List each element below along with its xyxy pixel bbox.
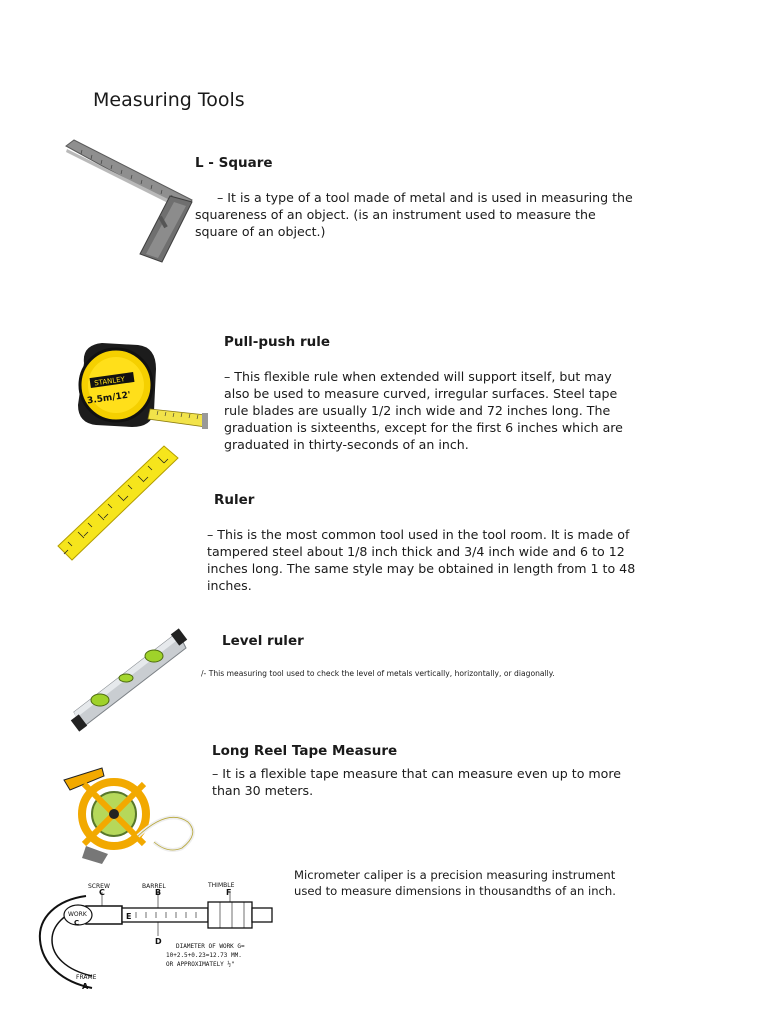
micrometer-screw-label: SCREW [88, 883, 110, 890]
micrometer-barrel-letter: B [155, 888, 162, 897]
micrometer-d-letter: D [155, 937, 162, 946]
ruler-heading: Ruler [214, 492, 255, 508]
micrometer-frame-letter: A [82, 982, 89, 991]
micrometer-formula-line3: OR APPROXIMATELY ½" [166, 961, 235, 968]
ruler-image [54, 446, 182, 564]
pull-push-text: – This flexible rule when extended will support itself, but may also be used to measure curved, irregular surfaces. Steel tape rule blades are usually 1/2 inch wide and 72 inches long. The graduation is sixteenths, except for the first 6 inches which are graduated in thirty-seconds of an inch. [224, 369, 623, 452]
micrometer-work-label: WORK [68, 911, 87, 918]
l-square-text: – It is a type of a tool made of metal and is used in measuring the squareness of an object. (is an instrument used to measure the square of an object.) [195, 190, 633, 239]
micrometer-screw-letter: C [99, 888, 105, 897]
page-title: Measuring Tools [93, 89, 245, 111]
reel-tape-heading: Long Reel Tape Measure [212, 743, 398, 759]
level-ruler-heading: Level ruler [222, 633, 304, 649]
level-ruler-text: /- This measuring tool used to check the level of metals vertically, horizontally, or diagonally. [201, 669, 555, 678]
ruler-text: – This is the most common tool used in the tool room. It is made of tampered steel about 1/8 inch thick and 3/4 inch wide and 6 to 12 inches long. The same style may be obtained in length from 1 to 48 inches. [207, 527, 636, 593]
micrometer-diagram [36, 878, 286, 998]
micrometer-thimble-letter: F [226, 888, 232, 897]
micrometer-barrel-label: BARREL [142, 883, 166, 890]
reel-tape-image [58, 768, 204, 870]
reel-tape-text: – It is a flexible tape measure that can measure even up to more than 30 meters. [212, 766, 622, 798]
micrometer-e-letter: E [126, 912, 132, 921]
tape-size-text: 3.5m/12' [86, 390, 132, 407]
micrometer-thimble-label: THIMBLE [208, 882, 235, 889]
micrometer-formula-line1: DIAMETER OF WORK G= [176, 943, 245, 950]
micrometer-text: Micrometer caliper is a precision measuring instrument used to measure dimensions in thousandths of an inch. [294, 868, 616, 898]
micrometer-work-letter: C [74, 919, 80, 927]
micrometer-formula-line2: 10+2.5+0.23=12.73 MM. [166, 952, 242, 959]
level-ruler-image [70, 628, 188, 738]
pull-push-heading: Pull-push rule [224, 334, 331, 350]
l-square-image [62, 140, 197, 268]
micrometer-frame-label: FRAME [76, 974, 97, 981]
tape-brand-text: STANLEY [93, 375, 126, 388]
l-square-heading: L - Square [195, 155, 273, 171]
tape-measure-image [72, 323, 212, 438]
